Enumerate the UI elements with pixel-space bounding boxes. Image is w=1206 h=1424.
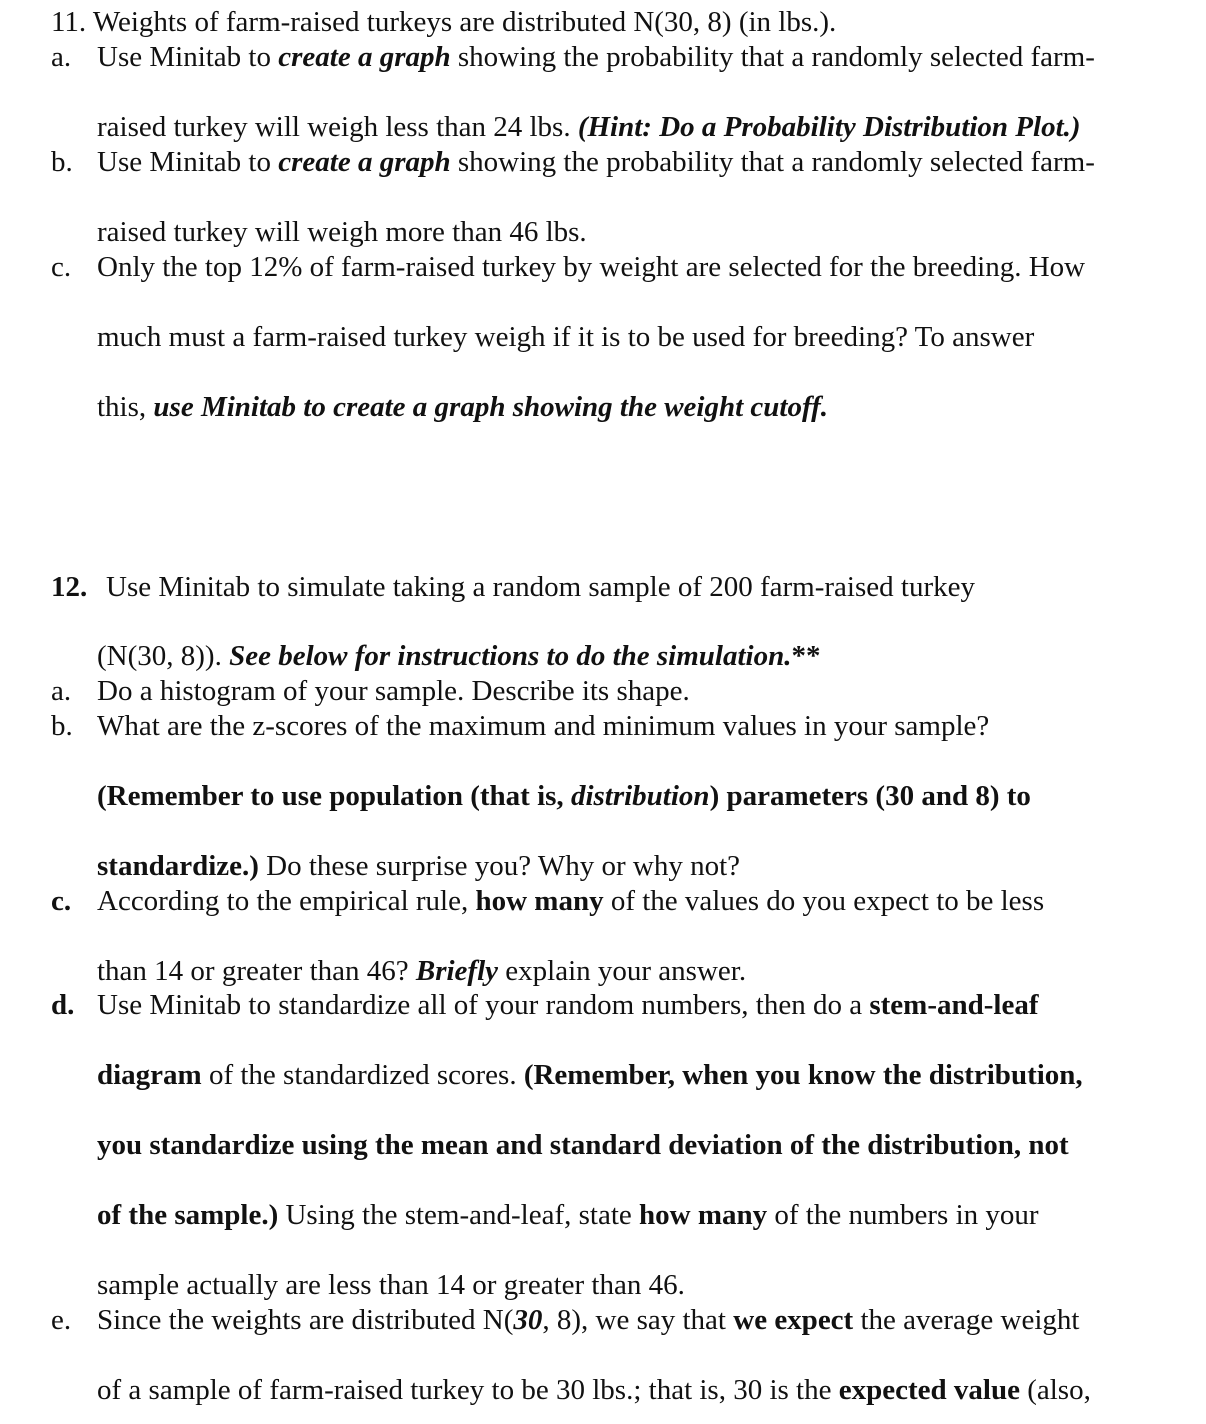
q12-d-marker: d.: [51, 989, 75, 1021]
q11-c-marker: c.: [51, 251, 72, 283]
q12-d-line1: Use Minitab to standardize all of your random numbers, then do a stem-and-leaf: [97, 989, 1039, 1021]
q12-c-line1: According to the empirical rule, how many of the values do you expect to be less: [97, 885, 1045, 917]
q11-c-line2: much must a farm-raised turkey weigh if it is to be used for breeding? To answer: [97, 321, 1035, 353]
q12-e-line1: Since the weights are distributed N(30, 8), we say that we expect the average weight: [97, 1304, 1080, 1336]
q12-b-line1: What are the z-scores of the maximum and minimum values in your sample?: [97, 710, 990, 742]
q11-b-line2: raised turkey will weigh more than 46 lbs.: [97, 216, 587, 248]
q11-a-line1: Use Minitab to create a graph showing the probability that a randomly selected farm-: [97, 41, 1095, 73]
q11-b-line1: Use Minitab to create a graph showing the probability that a randomly selected farm-: [97, 146, 1095, 178]
q12-b-marker: b.: [51, 710, 73, 742]
q11-a-marker: a.: [51, 41, 72, 73]
q12-b-line2: (Remember to use population (that is, distribution) parameters (30 and 8) to: [97, 780, 1031, 812]
q12-d-line3: you standardize using the mean and standard deviation of the distribution, not: [97, 1129, 1069, 1161]
q12-c-marker: c.: [51, 885, 72, 917]
q12-d-line5: sample actually are less than 14 or greater than 46.: [97, 1269, 685, 1301]
q12-a-line1: Do a histogram of your sample. Describe its shape.: [97, 675, 690, 707]
q11-header: 11. Weights of farm-raised turkeys are distributed N(30, 8) (in lbs.).: [51, 6, 837, 38]
q12-c-line2: than 14 or greater than 46? Briefly explain your answer.: [97, 955, 747, 987]
q12-number: 12.: [51, 571, 88, 603]
q11-a-line2: raised turkey will weigh less than 24 lbs. (Hint: Do a Probability Distribution Plot.): [97, 111, 1081, 143]
q12-e-line2: of a sample of farm-raised turkey to be 30 lbs.; that is, 30 is the expected value (also,: [97, 1374, 1091, 1406]
q11-b-marker: b.: [51, 146, 73, 178]
q12-e-marker: e.: [51, 1304, 72, 1336]
q11-c-line1: Only the top 12% of farm-raised turkey by weight are selected for the breeding. How: [97, 251, 1086, 283]
q12-line1: Use Minitab to simulate taking a random sample of 200 farm-raised turkey: [106, 571, 975, 603]
q12-d-line4: of the sample.) Using the stem-and-leaf, state how many of the numbers in your: [97, 1199, 1039, 1231]
q12-d-line2: diagram of the standardized scores. (Remember, when you know the distribution,: [97, 1059, 1083, 1091]
q12-a-marker: a.: [51, 675, 72, 707]
q12-b-line3: standardize.) Do these surprise you? Why or why not?: [97, 850, 741, 882]
q12-line2: (N(30, 8)). See below for instructions to do the simulation.**: [97, 640, 821, 672]
q11-c-line3: this, use Minitab to create a graph showing the weight cutoff.: [97, 391, 829, 423]
